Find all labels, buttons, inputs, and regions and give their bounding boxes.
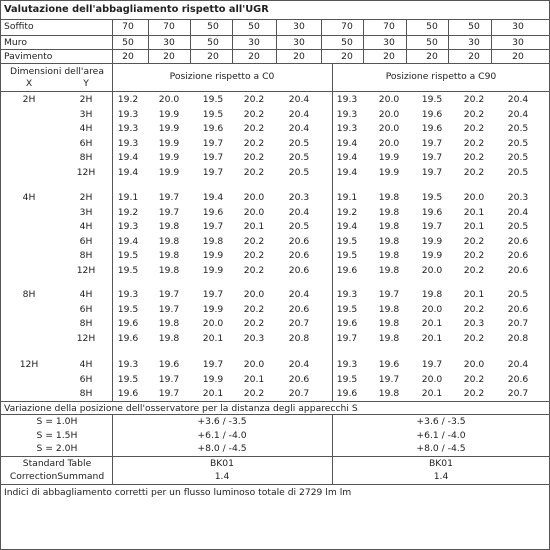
area-x-label: 8H — [22, 289, 36, 300]
ugr-value-c90: 20.5 — [507, 137, 529, 149]
ugr-value-c0: 19.8 — [158, 250, 180, 262]
ugr-value-c90: 20.2 — [463, 303, 485, 315]
column-divider — [406, 19, 407, 63]
ugr-value-c0: 19.7 — [158, 206, 180, 218]
column-divider — [148, 19, 149, 63]
ugr-value-c90: 20.4 — [507, 206, 529, 218]
reflectance-value: 70 — [341, 21, 353, 32]
variation-label: Variazione della posizione dell'osservatore per la distanza degli apparecchi S — [4, 403, 358, 414]
reflectance-value: 50 — [426, 37, 438, 48]
ugr-value-c0: 19.9 — [158, 152, 180, 164]
ugr-value-c0: 19.6 — [117, 318, 139, 330]
ugr-value-c90: 20.2 — [463, 265, 485, 276]
standard-table-c90: BK01 — [428, 458, 454, 469]
ugr-value-c0: 19.5 — [202, 108, 224, 120]
ugr-value-c90: 20.6 — [507, 235, 529, 247]
ugr-value-c90: 20.5 — [507, 152, 529, 164]
reflectance-value: 70 — [383, 21, 395, 32]
ugr-value-c90: 20.6 — [507, 303, 529, 315]
ugr-value-c90: 19.7 — [336, 332, 358, 344]
ugr-value-c0: 20.3 — [288, 192, 310, 203]
ugr-value-c0: 19.9 — [158, 137, 180, 149]
ugr-value-c0: 19.7 — [158, 373, 180, 385]
area-y-label: 4H — [79, 221, 93, 233]
variation-rows-divider — [1, 414, 549, 415]
reflectance-value: 20 — [207, 51, 219, 62]
ugr-value-c90: 20.2 — [463, 373, 485, 385]
ugr-value-c90: 20.0 — [421, 373, 443, 385]
standard-table-c0: BK01 — [209, 458, 235, 469]
ugr-value-c90: 20.0 — [378, 108, 400, 120]
ugr-value-c90: 19.6 — [336, 388, 358, 400]
ugr-value-c0: 19.1 — [117, 192, 139, 203]
ugr-value-c0: 20.4 — [288, 289, 310, 300]
ugr-value-c90: 20.0 — [378, 123, 400, 135]
ugr-value-c0: 20.6 — [288, 373, 310, 385]
ugr-value-c0: 20.3 — [243, 332, 265, 344]
ugr-value-c0: 19.6 — [117, 388, 139, 400]
ugr-value-c90: 19.5 — [336, 235, 358, 247]
reflectance-value: 30 — [163, 37, 175, 48]
ugr-value-c0: 19.6 — [202, 206, 224, 218]
area-y-label: 8H — [79, 250, 93, 262]
header-divider — [1, 63, 549, 64]
y-label: Y — [83, 78, 89, 89]
ugr-value-c0: 20.5 — [288, 221, 310, 233]
ugr-value-c0: 19.9 — [158, 167, 180, 178]
ugr-value-c90: 20.1 — [421, 388, 443, 400]
reflectance-row-divider — [1, 19, 549, 20]
ugr-value-c90: 19.8 — [378, 303, 400, 315]
reflectance-value: 20 — [122, 51, 134, 62]
reflectance-label: Muro — [4, 37, 27, 48]
ugr-value-c0: 20.6 — [288, 235, 310, 247]
ugr-value-c90: 20.0 — [463, 359, 485, 370]
ugr-value-c90: 19.7 — [378, 373, 400, 385]
ugr-value-c90: 19.9 — [378, 152, 400, 164]
ugr-value-c0: 20.2 — [243, 167, 265, 178]
column-divider — [491, 19, 492, 63]
ugr-value-c90: 20.5 — [507, 123, 529, 135]
reflectance-row-divider — [1, 35, 549, 36]
ugr-value-c0: 20.5 — [288, 167, 310, 178]
reflectance-label: Soffito — [4, 21, 34, 32]
ugr-value-c90: 20.4 — [507, 94, 529, 105]
area-x-label: 12H — [19, 359, 39, 370]
ugr-value-c0: 20.0 — [202, 318, 224, 330]
ugr-value-c90: 20.3 — [463, 318, 485, 330]
spacing-label: S = 2.0H — [36, 443, 78, 454]
column-divider — [112, 91, 113, 401]
ugr-value-c0: 19.3 — [117, 221, 139, 233]
ugr-value-c90: 20.2 — [463, 332, 485, 344]
variation-c90: +3.6 / -3.5 — [416, 416, 466, 427]
area-x-label: 4H — [22, 192, 36, 203]
reflectance-row-divider — [1, 49, 549, 50]
ugr-value-c90: 20.4 — [507, 359, 529, 370]
ugr-value-c90: 20.1 — [421, 318, 443, 330]
ugr-value-c90: 20.0 — [421, 303, 443, 315]
ugr-value-c0: 20.2 — [243, 303, 265, 315]
ugr-value-c0: 20.1 — [243, 221, 265, 233]
column-divider — [321, 19, 322, 63]
reflectance-value: 50 — [341, 37, 353, 48]
ugr-value-c90: 19.6 — [336, 318, 358, 330]
position-c90-label: Posizione rispetto a C90 — [385, 71, 497, 82]
reflectance-value: 30 — [383, 37, 395, 48]
ugr-value-c0: 20.4 — [288, 359, 310, 370]
ugr-value-c90: 20.7 — [507, 388, 529, 400]
ugr-value-c0: 20.4 — [288, 123, 310, 135]
reflectance-value: 20 — [293, 51, 305, 62]
reflectance-value: 50 — [468, 21, 480, 32]
ugr-value-c90: 20.1 — [463, 221, 485, 233]
ugr-value-c0: 19.3 — [117, 289, 139, 300]
ugr-value-c90: 19.5 — [421, 94, 443, 105]
ugr-value-c0: 20.2 — [243, 318, 265, 330]
ugr-value-c0: 19.7 — [158, 303, 180, 315]
sheet-title: Valutazione dell'abbagliamento rispetto all'UGR — [4, 4, 269, 15]
reflectance-value: 20 — [383, 51, 395, 62]
ugr-value-c0: 19.5 — [202, 94, 224, 105]
ugr-value-c0: 20.6 — [288, 265, 310, 276]
ugr-value-c0: 19.5 — [117, 303, 139, 315]
ugr-value-c0: 20.2 — [243, 94, 265, 105]
area-y-label: 3H — [79, 206, 93, 218]
ugr-value-c0: 19.9 — [202, 373, 224, 385]
ugr-value-c90: 19.1 — [336, 192, 358, 203]
ugr-value-c0: 20.8 — [288, 332, 310, 344]
ugr-value-c0: 19.5 — [117, 265, 139, 276]
ugr-value-c90: 20.2 — [463, 108, 485, 120]
ugr-value-c90: 19.4 — [336, 152, 358, 164]
ugr-value-c90: 20.8 — [507, 332, 529, 344]
variation-divider — [1, 401, 549, 402]
spacing-label: S = 1.5H — [36, 429, 78, 441]
ugr-value-c0: 19.4 — [117, 167, 139, 178]
ugr-value-c0: 20.0 — [243, 206, 265, 218]
ugr-value-c90: 19.3 — [336, 94, 358, 105]
area-y-label: 6H — [79, 235, 93, 247]
ugr-value-c0: 19.2 — [117, 206, 139, 218]
ugr-value-c0: 20.0 — [158, 94, 180, 105]
ugr-value-c0: 20.4 — [288, 108, 310, 120]
correction-label: CorrectionSummand — [9, 471, 105, 482]
ugr-value-c0: 20.7 — [288, 388, 310, 400]
variation-c90: +6.1 / -4.0 — [416, 429, 466, 441]
reflectance-label: Pavimento — [4, 51, 53, 62]
area-x-label: 2H — [22, 94, 36, 105]
reflectance-value: 70 — [122, 21, 134, 32]
footer-divider — [1, 484, 549, 485]
ugr-value-c90: 19.7 — [378, 289, 400, 300]
ugr-value-c0: 20.2 — [243, 250, 265, 262]
ugr-value-c90: 20.1 — [463, 206, 485, 218]
area-y-label: 2H — [79, 192, 93, 203]
ugr-value-c90: 20.6 — [507, 250, 529, 262]
ugr-value-c0: 19.5 — [117, 373, 139, 385]
area-y-label: 8H — [79, 318, 93, 330]
variation-c0: +3.6 / -3.5 — [197, 416, 247, 427]
area-y-label: 6H — [79, 373, 93, 385]
reflectance-value: 30 — [468, 37, 480, 48]
ugr-value-c0: 19.6 — [117, 332, 139, 344]
ugr-value-c0: 19.9 — [158, 108, 180, 120]
column-divider — [112, 414, 113, 484]
ugr-value-c90: 19.5 — [336, 373, 358, 385]
ugr-value-c90: 20.0 — [378, 137, 400, 149]
reflectance-value: 20 — [468, 51, 480, 62]
dimensions-label: Dimensioni dell'area — [10, 66, 104, 77]
ugr-value-c90: 20.3 — [507, 192, 529, 203]
area-y-label: 3H — [79, 108, 93, 120]
area-y-label: 4H — [79, 289, 93, 300]
ugr-value-c90: 19.3 — [336, 359, 358, 370]
ugr-value-c0: 20.1 — [202, 332, 224, 344]
ugr-value-c0: 19.7 — [158, 388, 180, 400]
ugr-value-c0: 20.4 — [288, 94, 310, 105]
area-y-label: 2H — [79, 94, 93, 105]
ugr-value-c90: 20.6 — [507, 373, 529, 385]
ugr-value-c90: 20.0 — [378, 94, 400, 105]
ugr-value-c90: 19.8 — [378, 388, 400, 400]
ugr-value-c0: 20.1 — [202, 388, 224, 400]
ugr-value-c0: 19.2 — [117, 94, 139, 105]
ugr-value-c90: 20.2 — [463, 250, 485, 262]
ugr-value-c0: 19.7 — [202, 152, 224, 164]
ugr-value-c90: 19.6 — [421, 108, 443, 120]
area-y-label: 12H — [76, 167, 96, 178]
area-y-label: 8H — [79, 152, 93, 164]
ugr-value-c0: 19.4 — [202, 192, 224, 203]
ugr-value-c90: 20.2 — [463, 123, 485, 135]
ugr-value-c0: 19.7 — [202, 221, 224, 233]
ugr-value-c90: 19.6 — [378, 359, 400, 370]
spacing-label: S = 1.0H — [36, 416, 78, 427]
ugr-value-c0: 19.8 — [158, 332, 180, 344]
reflectance-value: 20 — [163, 51, 175, 62]
ugr-value-c0: 19.7 — [158, 192, 180, 203]
ugr-value-c90: 19.6 — [421, 206, 443, 218]
area-y-label: 6H — [79, 137, 93, 149]
ugr-value-c0: 20.0 — [243, 192, 265, 203]
correction-c90: 1.4 — [433, 471, 449, 482]
ugr-value-c0: 20.6 — [288, 250, 310, 262]
header-bottom-divider — [1, 91, 549, 92]
ugr-value-c0: 19.3 — [117, 123, 139, 135]
area-y-label: 12H — [76, 265, 96, 276]
ugr-value-c90: 19.3 — [336, 123, 358, 135]
ugr-value-c0: 20.2 — [243, 265, 265, 276]
ugr-value-c0: 20.2 — [243, 108, 265, 120]
ugr-value-c0: 19.4 — [117, 235, 139, 247]
ugr-value-c90: 19.8 — [378, 221, 400, 233]
ugr-value-c0: 19.8 — [158, 318, 180, 330]
ugr-value-c90: 19.9 — [378, 167, 400, 178]
ugr-value-c90: 19.6 — [336, 265, 358, 276]
area-y-label: 8H — [79, 388, 93, 400]
column-divider — [112, 19, 113, 63]
ugr-value-c90: 19.7 — [421, 359, 443, 370]
ugr-value-c90: 20.0 — [421, 265, 443, 276]
ugr-value-c90: 19.8 — [378, 318, 400, 330]
ugr-value-c0: 20.5 — [288, 152, 310, 164]
ugr-value-c0: 19.7 — [202, 289, 224, 300]
footer-note: Indici di abbagliamento corretti per un flusso luminoso totale di 2729 lm lm — [4, 487, 352, 498]
ugr-value-c0: 19.7 — [158, 289, 180, 300]
ugr-value-c0: 19.9 — [202, 303, 224, 315]
ugr-value-c90: 20.6 — [507, 265, 529, 276]
column-divider — [276, 19, 277, 63]
ugr-value-c0: 19.7 — [202, 167, 224, 178]
ugr-value-c0: 19.9 — [158, 123, 180, 135]
ugr-value-c90: 20.2 — [463, 167, 485, 178]
ugr-value-c0: 20.2 — [243, 235, 265, 247]
reflectance-value: 20 — [341, 51, 353, 62]
ugr-value-c0: 19.5 — [117, 250, 139, 262]
reflectance-value: 20 — [426, 51, 438, 62]
correction-c0: 1.4 — [214, 471, 230, 482]
ugr-value-c0: 19.6 — [158, 359, 180, 370]
ugr-value-c0: 20.2 — [243, 152, 265, 164]
ugr-value-c0: 19.7 — [202, 359, 224, 370]
reflectance-value: 30 — [512, 37, 524, 48]
reflectance-value: 50 — [122, 37, 134, 48]
ugr-value-c90: 20.5 — [507, 289, 529, 300]
ugr-value-c0: 19.6 — [202, 123, 224, 135]
ugr-value-c90: 20.7 — [507, 318, 529, 330]
ugr-value-c0: 19.8 — [158, 235, 180, 247]
ugr-value-c0: 20.4 — [288, 206, 310, 218]
variation-c0: +8.0 / -4.5 — [197, 443, 247, 454]
column-divider — [190, 19, 191, 63]
ugr-value-c90: 19.4 — [336, 137, 358, 149]
ugr-value-c90: 19.5 — [336, 250, 358, 262]
ugr-value-c90: 19.3 — [336, 108, 358, 120]
ugr-value-c0: 19.9 — [202, 265, 224, 276]
x-label: X — [25, 78, 33, 89]
column-divider — [232, 19, 233, 63]
ugr-value-c90: 20.1 — [421, 332, 443, 344]
ugr-value-c90: 20.4 — [507, 108, 529, 120]
reflectance-value: 30 — [293, 21, 305, 32]
variation-c0: +6.1 / -4.0 — [197, 429, 247, 441]
ugr-value-c90: 19.3 — [336, 289, 358, 300]
column-divider — [112, 63, 113, 91]
ugr-value-c90: 20.5 — [507, 167, 529, 178]
ugr-value-c90: 20.2 — [463, 137, 485, 149]
column-divider — [332, 414, 333, 484]
ugr-value-c90: 19.7 — [421, 137, 443, 149]
ugr-value-c0: 19.8 — [158, 221, 180, 233]
ugr-value-c90: 19.7 — [421, 167, 443, 178]
area-y-label: 4H — [79, 123, 93, 135]
ugr-value-c0: 19.3 — [117, 137, 139, 149]
ugr-value-c0: 20.7 — [288, 318, 310, 330]
standard-table-divider — [1, 456, 549, 457]
ugr-value-c0: 20.2 — [243, 137, 265, 149]
ugr-value-c0: 20.2 — [243, 123, 265, 135]
column-divider — [363, 19, 364, 63]
ugr-value-c0: 20.0 — [243, 289, 265, 300]
ugr-value-c0: 20.6 — [288, 303, 310, 315]
ugr-value-c90: 19.5 — [336, 303, 358, 315]
ugr-value-c90: 19.2 — [336, 206, 358, 218]
area-y-label: 4H — [79, 359, 93, 370]
ugr-value-c0: 19.9 — [202, 250, 224, 262]
ugr-value-c90: 19.9 — [421, 235, 443, 247]
ugr-value-c90: 19.8 — [421, 289, 443, 300]
reflectance-value: 30 — [248, 37, 260, 48]
reflectance-value: 50 — [207, 37, 219, 48]
ugr-value-c90: 19.6 — [421, 123, 443, 135]
ugr-value-c0: 19.4 — [117, 152, 139, 164]
area-y-label: 12H — [76, 332, 96, 344]
ugr-value-c90: 19.8 — [378, 206, 400, 218]
ugr-value-c90: 20.1 — [463, 289, 485, 300]
ugr-value-c0: 20.1 — [243, 373, 265, 385]
ugr-value-c90: 20.5 — [507, 221, 529, 233]
ugr-value-c90: 20.2 — [463, 388, 485, 400]
ugr-value-c90: 19.4 — [336, 167, 358, 178]
ugr-value-c0: 20.0 — [243, 359, 265, 370]
ugr-value-c0: 19.3 — [117, 108, 139, 120]
ugr-value-c90: 19.8 — [378, 235, 400, 247]
ugr-value-c90: 20.2 — [463, 152, 485, 164]
reflectance-value: 30 — [293, 37, 305, 48]
ugr-value-c0: 20.5 — [288, 137, 310, 149]
ugr-value-c90: 19.4 — [336, 221, 358, 233]
ugr-value-c0: 19.8 — [158, 265, 180, 276]
ugr-value-c90: 19.8 — [378, 265, 400, 276]
ugr-value-c90: 20.2 — [463, 235, 485, 247]
ugr-value-c90: 19.7 — [421, 152, 443, 164]
standard-table-label: Standard Table — [22, 458, 92, 469]
reflectance-value: 70 — [163, 21, 175, 32]
reflectance-value: 30 — [512, 21, 524, 32]
ugr-value-c90: 19.8 — [378, 250, 400, 262]
reflectance-value: 20 — [248, 51, 260, 62]
position-c0-label: Posizione rispetto a C0 — [169, 71, 275, 82]
ugr-value-c0: 20.2 — [243, 388, 265, 400]
ugr-value-c90: 20.0 — [463, 192, 485, 203]
area-y-label: 6H — [79, 303, 93, 315]
ugr-value-c0: 19.3 — [117, 359, 139, 370]
reflectance-value: 50 — [426, 21, 438, 32]
ugr-value-c0: 19.8 — [202, 235, 224, 247]
variation-c90: +8.0 / -4.5 — [416, 443, 466, 454]
ugr-value-c90: 19.8 — [378, 192, 400, 203]
ugr-value-c90: 19.8 — [378, 332, 400, 344]
ugr-value-c90: 19.9 — [421, 250, 443, 262]
ugr-value-c90: 20.2 — [463, 94, 485, 105]
ugr-value-c90: 19.5 — [421, 192, 443, 203]
ugr-value-c90: 19.7 — [421, 221, 443, 233]
reflectance-value: 50 — [207, 21, 219, 32]
reflectance-value: 20 — [512, 51, 524, 62]
column-divider — [448, 19, 449, 63]
reflectance-value: 50 — [248, 21, 260, 32]
ugr-value-c0: 19.7 — [202, 137, 224, 149]
